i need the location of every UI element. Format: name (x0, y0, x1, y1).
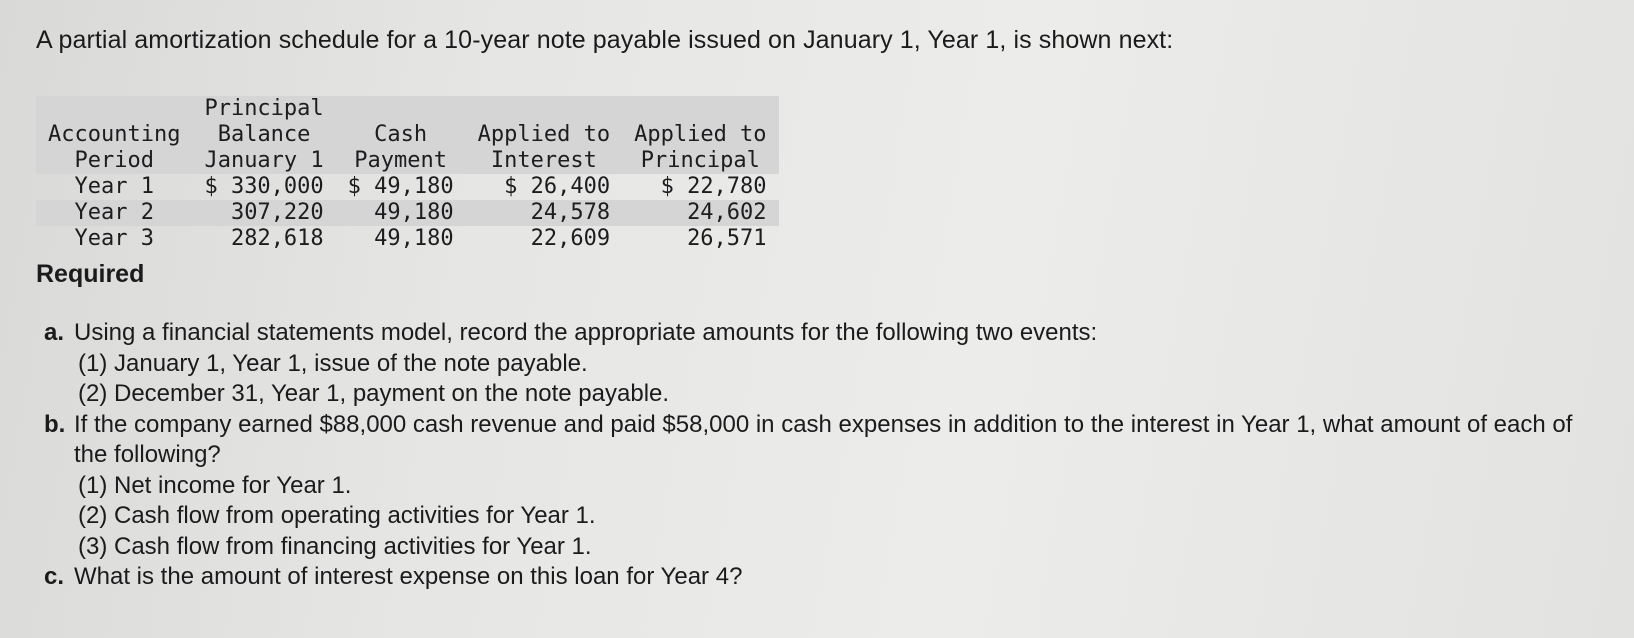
question-letter: a. (44, 319, 65, 346)
required-heading: Required (36, 260, 145, 288)
questions-list (44, 318, 1604, 593)
table-row (36, 174, 779, 200)
header-line: Principal (204, 96, 324, 121)
header-line: Payment (354, 148, 448, 173)
intro-text: A partial amortization schedule for a 10-year note payable issued on January 1, Year 1, is shown next: (36, 26, 1174, 54)
table-cell: $ 49,180 (347, 174, 454, 199)
table-cell: Year 3 (74, 226, 154, 251)
header-accounting-period (36, 96, 192, 174)
header-line: Applied to (477, 122, 611, 147)
table-cell: 24,578 (466, 200, 622, 226)
header-line: Interest (490, 148, 597, 173)
table-row (36, 226, 779, 252)
table-cell: 26,571 (687, 226, 767, 251)
amortization-schedule-table (36, 96, 779, 252)
header-principal-balance (192, 96, 335, 174)
question-text: What is the amount of interest expense on this loan for Year 4? (74, 563, 743, 590)
header-applied-interest (466, 96, 622, 174)
table-cell: $ 26,400 (504, 174, 611, 199)
table-cell: $ 22,780 (660, 174, 767, 199)
header-cash-payment (336, 96, 466, 174)
header-line: Cash (374, 122, 428, 147)
header-line: Balance (217, 122, 311, 147)
header-applied-principal (622, 96, 778, 174)
question-a (44, 318, 1604, 410)
sub-question: (2) December 31, Year 1, payment on the note payable. (78, 380, 670, 407)
question-b (44, 410, 1604, 563)
question-text: Using a financial statements model, record the appropriate amounts for the following two events: (74, 319, 1098, 346)
header-line: Period (74, 148, 154, 173)
header-line: Applied to (634, 122, 767, 147)
sub-question: (2) Cash flow from operating activities for Year 1. (78, 502, 596, 529)
table-cell: 307,220 (192, 200, 335, 226)
header-line: Principal (640, 148, 760, 173)
table-cell: 24,602 (622, 200, 778, 226)
header-line: January 1 (204, 148, 324, 173)
sub-question: (3) Cash flow from financing activities for Year 1. (78, 532, 592, 560)
table-cell: $ 330,000 (204, 174, 324, 199)
question-letter: c. (44, 563, 65, 590)
table-cell: 282,618 (230, 226, 324, 251)
table-cell: 22,609 (530, 226, 611, 251)
table-cell: Year 1 (74, 174, 154, 199)
sub-question: (1) January 1, Year 1, issue of the note payable. (78, 349, 588, 377)
table-header-row (36, 96, 779, 174)
table-row (36, 200, 779, 226)
question-c (44, 562, 1604, 593)
question-letter: b. (44, 410, 66, 438)
table-cell: Year 2 (36, 200, 192, 226)
table-cell: 49,180 (336, 200, 466, 226)
sub-question: (1) Net income for Year 1. (78, 471, 352, 499)
question-text: If the company earned $88,000 cash revenue and paid $58,000 in cash expenses in addition to the interest in Year 1, what amount of each of the following? (74, 410, 1573, 468)
table-cell: 49,180 (374, 226, 454, 251)
header-line: Accounting (48, 122, 181, 147)
